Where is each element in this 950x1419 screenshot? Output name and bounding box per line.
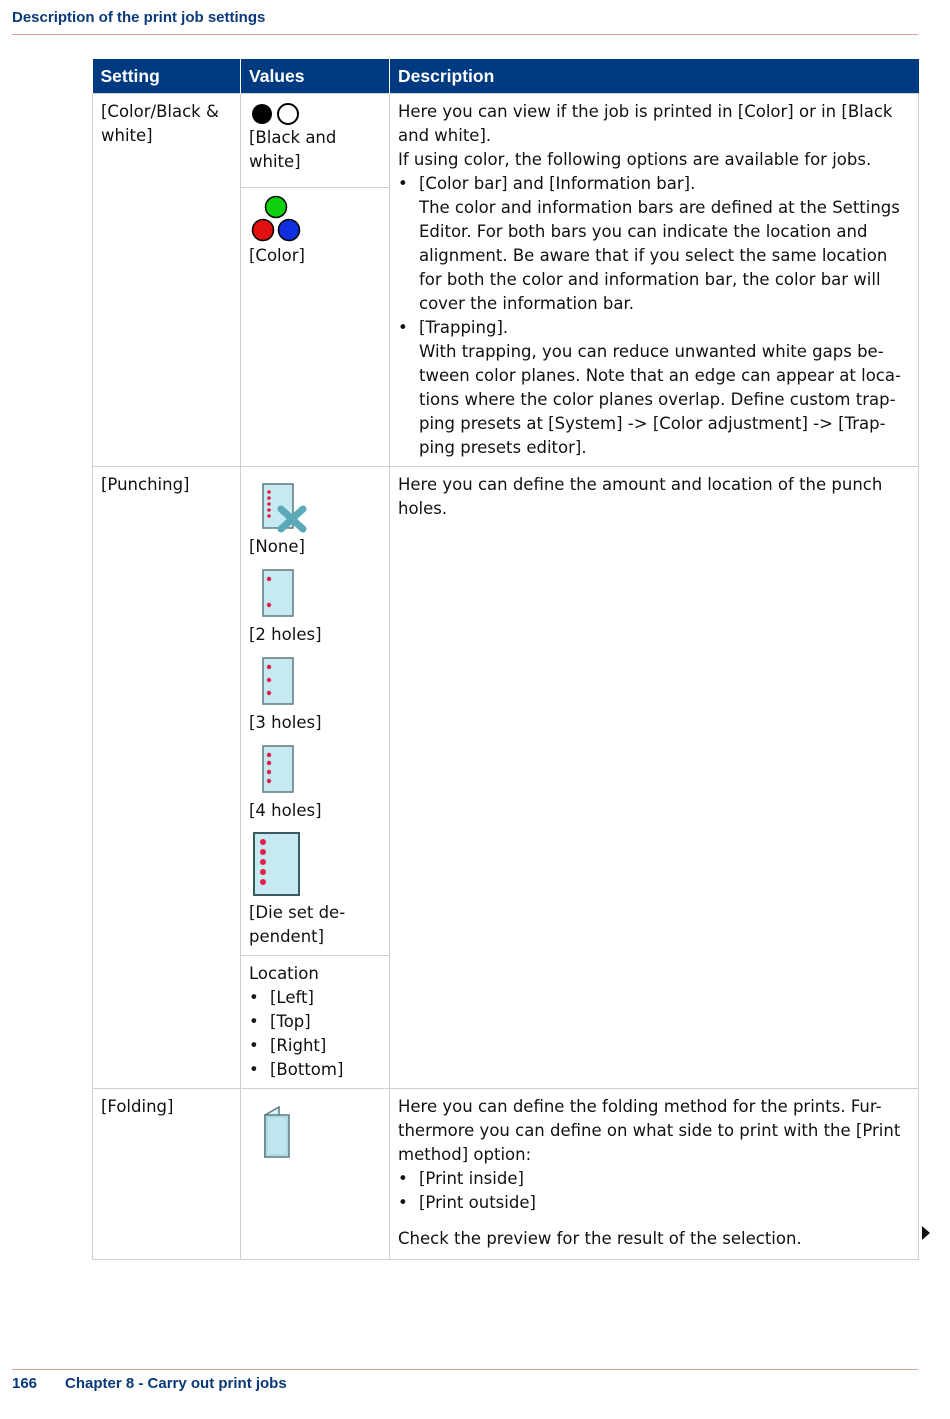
list-item: • [Left] [249, 986, 381, 1010]
punch-3-holes-icon [249, 653, 309, 711]
value-label-die-set: [Die set de-pendent] [249, 903, 346, 946]
running-header: Description of the print job settings [12, 9, 266, 26]
chapter-title: Chapter 8 - Carry out print jobs [65, 1375, 287, 1392]
desc-color-intro2: If using color, the following options are available for jobs. [398, 150, 872, 169]
list-item: • [Top] [249, 1010, 381, 1034]
value-label-3-holes: [3 holes] [249, 713, 322, 732]
black-white-icon [249, 100, 303, 126]
folding-icon [249, 1099, 309, 1163]
description-cell-color [390, 94, 919, 467]
list-item: • [Bottom] [249, 1058, 381, 1082]
table-header-row [93, 59, 919, 94]
value-cell-folding [241, 1089, 390, 1260]
list-item: • [Trapping]. With trapping, you can reduce unwanted white gaps be-tween color planes. Note that an edge can appear at loca-tions where the color planes overlap. Define custom trap-ping presets at [System] -> [Color adjustment] -> [Trap-ping presets editor]. [398, 316, 910, 460]
description-cell-punching [390, 467, 919, 1089]
value-cell-punching [241, 467, 390, 956]
column-header-values: Values [241, 59, 390, 94]
desc-color-intro1: Here you can view if the job is printed in [Color] or in [Black and white]. [398, 102, 893, 145]
page-number: 166 [12, 1375, 38, 1392]
list-item: • [Print outside] [398, 1191, 910, 1215]
list-item: • [Print inside] [398, 1167, 910, 1191]
value-label-black-white: [Black and white] [249, 128, 337, 171]
list-item: • [Right] [249, 1034, 381, 1058]
settings-table [92, 59, 919, 1260]
rgb-color-icon [249, 194, 305, 244]
table-row-folding [93, 1089, 919, 1260]
desc-folding-outro: Check the preview for the result of the selection. [398, 1229, 802, 1248]
value-label-color: [Color] [249, 245, 305, 265]
description-cell-folding [390, 1089, 919, 1260]
punch-die-set-icon [249, 829, 309, 901]
punch-4-holes-icon [249, 741, 309, 799]
column-header-description: Description [390, 59, 919, 94]
header-rule [12, 34, 918, 35]
list-item: • [Color bar] and [Information bar]. The color and information bars are defined at the Settings Editor. For both bars you can indicate the location and alignment. Be aware that if you select the same location for both the color and information bar, the color bar will cover the information bar. [398, 172, 910, 316]
setting-cell-punching: [Punching] [93, 467, 241, 1089]
setting-cell-folding: [Folding] [93, 1089, 241, 1260]
punch-none-icon [249, 477, 309, 535]
table-row-color [93, 94, 919, 188]
footer-rule [12, 1369, 918, 1370]
punch-2-holes-icon [249, 565, 309, 623]
value-label-none: [None] [249, 537, 305, 556]
desc-punching: Here you can define the amount and location of the punch holes. [398, 475, 883, 518]
value-label-2-holes: [2 holes] [249, 625, 322, 644]
value-cell-color [241, 187, 390, 467]
value-label-4-holes: [4 holes] [249, 801, 322, 820]
column-header-setting: Setting [93, 59, 241, 94]
continued-arrow-icon [922, 1226, 930, 1240]
setting-cell-color: [Color/Black & white] [93, 94, 241, 467]
value-cell-location [241, 956, 390, 1089]
table-row-punching [93, 467, 919, 956]
value-cell-black-white [241, 94, 390, 188]
desc-folding-intro: Here you can define the folding method for the prints. Fur-thermore you can define on what side to print with the [Print method] option: [398, 1097, 901, 1164]
location-label: Location [249, 964, 319, 983]
